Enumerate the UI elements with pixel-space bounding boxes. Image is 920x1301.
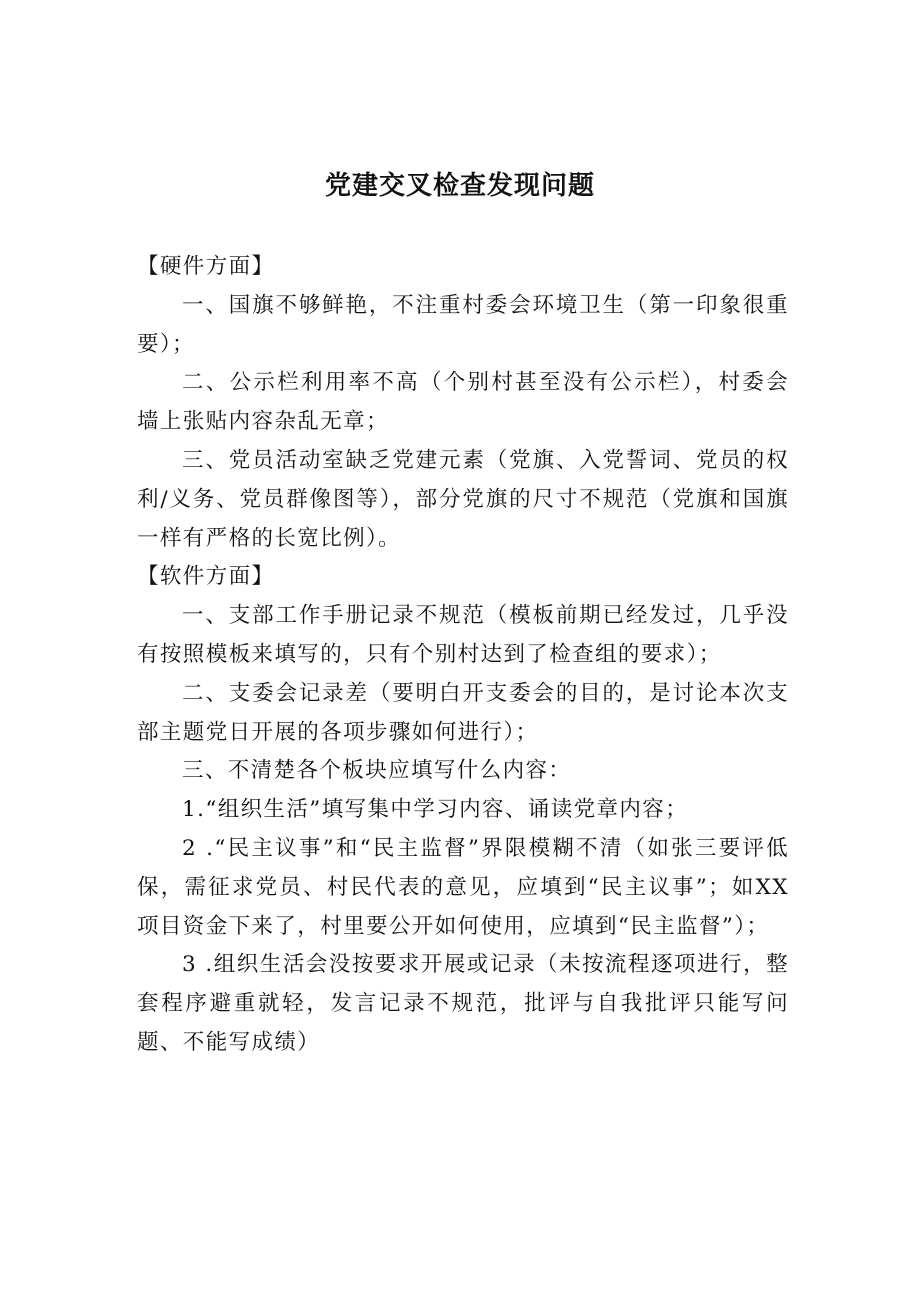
hardware-item-3: 三、党员活动室缺乏党建元素（党旗、入党誓词、党员的权利/义务、党员群像图等），部分党旗的尺寸不规范（党旗和国旗一样有严格的长宽比例）。	[137, 447, 789, 551]
software-subitem-1: 1.“组织生活”填写集中学习内容、诵读党章内容；	[182, 797, 689, 823]
hardware-item-1: 一、国旗不够鲜艳，不注重村委会环境卫生（第一印象很重要）；	[137, 292, 789, 357]
software-item-1: 一、支部工作手册记录不规范（模板前期已经发过，几乎没有按照模板来填写的，只有个别村达到了检查组的要求）；	[137, 603, 789, 667]
software-item-2: 二、支委会记录差（要明白开支委会的目的，是讨论本次支部主题党日开展的各项步骤如何进行）；	[137, 680, 789, 745]
document-body	[137, 248, 789, 1063]
document-title: 党建交叉检查发现问题	[324, 171, 595, 201]
hardware-item-2: 二、公示栏利用率不高（个别村甚至没有公示栏），村委会墙上张贴内容杂乱无章；	[137, 370, 789, 435]
software-subitem-3: 3 .组织生活会没按要求开展或记录（未按流程逐项进行，整套程序避重就轻，发言记录不规范，批评与自我批评只能写问题、不能写成绩）	[137, 952, 789, 1055]
software-item-3: 三、不清楚各个板块应填写什么内容：	[182, 758, 572, 784]
software-subitem-2: 2 .“民主议事”和“民主监督”界限模糊不清（如张三要评低保，需征求党员、村民代表的意见，应填到“民主议事”；如XX项目资金下来了，村里要公开如何使用，应填到“民主监督”）；	[137, 835, 789, 939]
section-heading-software: 【软件方面】	[137, 564, 275, 590]
section-heading-hardware: 【硬件方面】	[137, 254, 275, 279]
